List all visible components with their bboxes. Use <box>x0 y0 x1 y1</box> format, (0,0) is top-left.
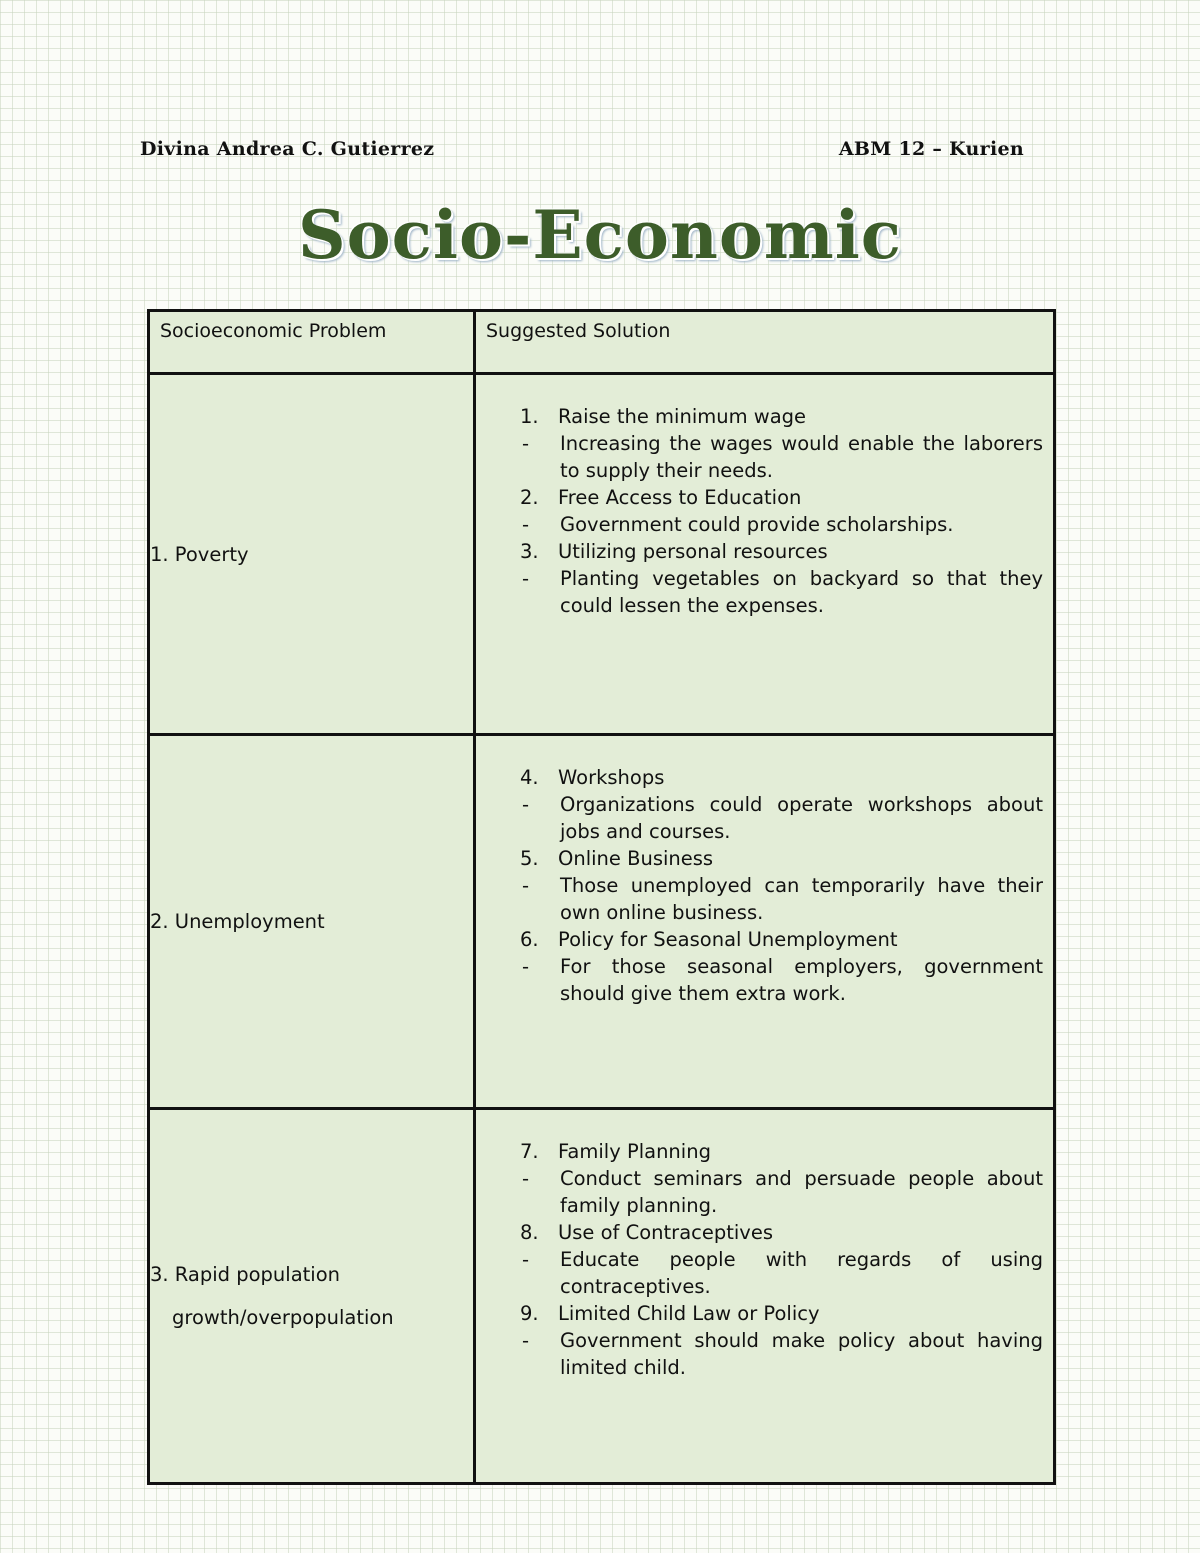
problem-label: 3. Rapid population <box>150 1263 341 1286</box>
problem-cell <box>149 1109 475 1484</box>
solution-number: 3. <box>520 540 539 563</box>
socioeconomic-table <box>147 309 1056 1485</box>
solution-item <box>520 845 1043 872</box>
dash-marker: - <box>522 567 530 590</box>
solution-item <box>520 1300 1043 1327</box>
solution-item <box>520 538 1043 565</box>
dash-marker: - <box>522 1167 530 1190</box>
solution-detail: Government should make policy about having limited child. <box>560 1329 1043 1379</box>
solution-detail: Increasing the wages would enable the laborers to supply their needs. <box>560 432 1043 482</box>
dash-marker: - <box>522 1248 530 1271</box>
column-header-solution: Suggested Solution <box>475 311 1055 374</box>
problem-label: 1. Poverty <box>150 542 249 566</box>
solution-title: Free Access to Education <box>558 486 802 509</box>
solution-number: 7. <box>520 1140 539 1163</box>
solution-detail-item <box>520 430 1043 484</box>
solution-item <box>520 1219 1043 1246</box>
problem-label-continued: growth/overpopulation <box>172 1306 394 1329</box>
dash-marker: - <box>522 874 530 897</box>
solution-detail-item <box>520 791 1043 845</box>
solution-title: Workshops <box>558 766 665 789</box>
solution-title: Family Planning <box>558 1140 711 1163</box>
problem-label: 2. Unemployment <box>150 910 325 933</box>
solution-detail: Organizations could operate workshops about jobs and courses. <box>560 793 1043 843</box>
solution-detail-item <box>520 953 1043 1007</box>
table-row <box>149 1109 1055 1484</box>
solution-title: Limited Child Law or Policy <box>558 1302 820 1325</box>
solution-title: Raise the minimum wage <box>558 405 807 428</box>
solution-number: 4. <box>520 766 539 789</box>
dash-marker: - <box>522 793 530 816</box>
solution-title: Use of Contraceptives <box>558 1221 773 1244</box>
solution-item <box>520 764 1043 791</box>
solution-number: 2. <box>520 486 539 509</box>
solution-title: Policy for Seasonal Unemployment <box>558 928 898 951</box>
solution-item <box>520 926 1043 953</box>
solution-cell <box>475 735 1055 1109</box>
solution-detail: Government could provide scholarships. <box>560 513 954 536</box>
author-name: Divina Andrea C. Gutierrez <box>140 138 435 160</box>
solution-cell <box>475 1109 1055 1484</box>
table-header-row <box>149 311 1055 374</box>
class-section: ABM 12 – Kurien <box>838 138 1024 160</box>
dash-marker: - <box>522 1329 530 1352</box>
column-header-problem: Socioeconomic Problem <box>149 311 475 374</box>
solution-number: 1. <box>520 405 539 428</box>
solution-detail: Conduct seminars and persuade people about family planning. <box>560 1167 1043 1217</box>
problem-cell <box>149 735 475 1109</box>
dash-marker: - <box>522 513 530 536</box>
solution-detail-item <box>520 1246 1043 1300</box>
solution-detail: For those seasonal employers, government should give them extra work. <box>560 955 1043 1005</box>
solution-detail-item <box>520 1327 1043 1381</box>
solution-detail: Planting vegetables on backyard so that they could lessen the expenses. <box>560 567 1043 617</box>
solution-detail-item <box>520 872 1043 926</box>
solution-number: 6. <box>520 928 539 951</box>
solution-title: Online Business <box>558 847 714 870</box>
table-row <box>149 735 1055 1109</box>
dash-marker: - <box>522 432 530 455</box>
table-row <box>149 374 1055 735</box>
solution-detail-item <box>520 1165 1043 1219</box>
solution-number: 8. <box>520 1221 539 1244</box>
solution-title: Utilizing personal resources <box>558 540 828 563</box>
solution-detail: Educate people with regards of using contraceptives. <box>560 1248 1043 1298</box>
problem-cell <box>149 374 475 735</box>
solution-detail-item <box>520 565 1043 619</box>
solution-cell <box>475 374 1055 735</box>
solution-number: 9. <box>520 1302 539 1325</box>
solution-number: 5. <box>520 847 539 870</box>
dash-marker: - <box>522 955 530 978</box>
solution-item <box>520 1138 1043 1165</box>
solution-detail: Those unemployed can temporarily have their own online business. <box>560 874 1043 924</box>
solution-item <box>520 484 1043 511</box>
solution-detail-item <box>520 511 1043 538</box>
solution-item <box>520 403 1043 430</box>
page-title: Socio-Economic <box>298 196 902 274</box>
